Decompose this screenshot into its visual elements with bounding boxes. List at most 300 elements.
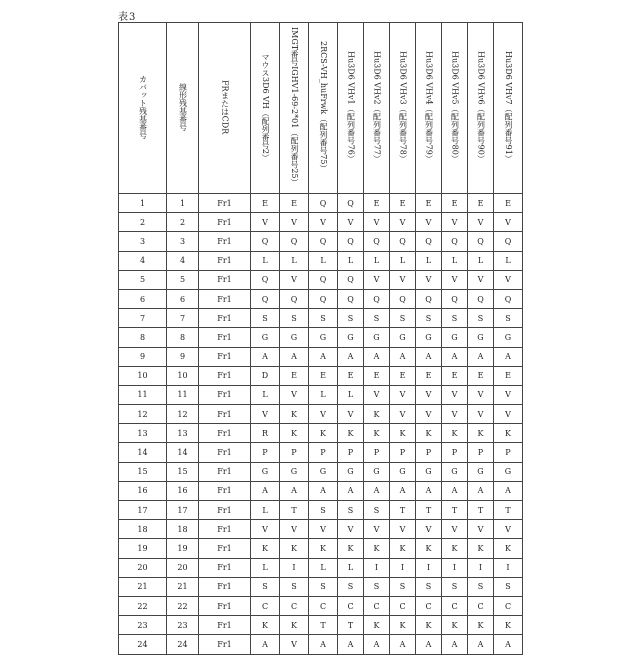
table-cell: V — [280, 213, 309, 232]
table-cell: G — [468, 462, 494, 481]
table-cell: E — [468, 194, 494, 213]
header-vhv4: Hu3D6 VHv4（配列番号79） — [416, 23, 442, 194]
table-cell: E — [309, 366, 338, 385]
table-row — [119, 194, 523, 213]
table-cell: K — [468, 424, 494, 443]
table-cell: E — [416, 366, 442, 385]
table-cell: V — [494, 385, 523, 404]
table-cell: A — [416, 481, 442, 500]
table-cell: E — [468, 366, 494, 385]
table-row — [119, 462, 523, 481]
table-cell: K — [251, 539, 280, 558]
table-cell: P — [416, 443, 442, 462]
table-cell: K — [416, 616, 442, 635]
table-cell: P — [251, 443, 280, 462]
table-cell: K — [442, 424, 468, 443]
table-cell: C — [416, 596, 442, 615]
table-cell: A — [416, 347, 442, 366]
table-cell: A — [416, 635, 442, 654]
header-row — [119, 23, 523, 194]
table-cell: A — [280, 347, 309, 366]
table-cell: C — [494, 596, 523, 615]
table-cell: Fr1 — [199, 635, 251, 654]
table-cell: S — [280, 577, 309, 596]
table-cell: A — [251, 635, 280, 654]
table-cell: Q — [390, 232, 416, 251]
table-cell: V — [338, 405, 364, 424]
table-cell: A — [390, 635, 416, 654]
table-cell: V — [280, 635, 309, 654]
table-cell: Fr1 — [199, 424, 251, 443]
header-kabat: カバット残基番号 — [119, 23, 167, 194]
table-cell: 9 — [167, 347, 199, 366]
table-cell: K — [364, 405, 390, 424]
table-cell: L — [338, 558, 364, 577]
table-cell: E — [494, 366, 523, 385]
table-cell: S — [390, 577, 416, 596]
table-cell: K — [468, 616, 494, 635]
table-cell: D — [251, 366, 280, 385]
header-fr-cdr: FRまたはCDR — [199, 23, 251, 194]
table-row — [119, 405, 523, 424]
table-cell: 12 — [167, 405, 199, 424]
table-cell: P — [390, 443, 416, 462]
table-cell: S — [494, 577, 523, 596]
table-cell: K — [280, 405, 309, 424]
table-cell: Fr1 — [199, 577, 251, 596]
table-cell: C — [390, 596, 416, 615]
table-cell: T — [390, 501, 416, 520]
table-cell: G — [309, 462, 338, 481]
table-cell: P — [494, 443, 523, 462]
header-vhv7: Hu3D6 VHv7（配列番号91） — [494, 23, 523, 194]
table-cell: C — [364, 596, 390, 615]
table-cell: C — [442, 596, 468, 615]
table-cell: Fr1 — [199, 616, 251, 635]
table-cell: K — [251, 616, 280, 635]
table-cell: A — [364, 481, 390, 500]
table-cell: L — [309, 385, 338, 404]
table-cell: T — [309, 616, 338, 635]
table-cell: K — [442, 616, 468, 635]
table-cell: 2 — [167, 213, 199, 232]
table-cell: L — [338, 251, 364, 270]
table-cell: Q — [494, 232, 523, 251]
table-cell: 19 — [119, 539, 167, 558]
table-cell: Fr1 — [199, 194, 251, 213]
table-cell: Fr1 — [199, 309, 251, 328]
table-cell: I — [442, 558, 468, 577]
header-imgt: IMGT番号IGHV1-69-2*01（配列番号25） — [280, 23, 309, 194]
table-cell: E — [338, 366, 364, 385]
table-cell: 2 — [119, 213, 167, 232]
table-cell: S — [338, 577, 364, 596]
table-cell: V — [364, 385, 390, 404]
table-cell: A — [251, 481, 280, 500]
table-cell: 10 — [167, 366, 199, 385]
table-cell: 1 — [119, 194, 167, 213]
table-cell: I — [390, 558, 416, 577]
table-cell: I — [468, 558, 494, 577]
table-cell: Q — [468, 232, 494, 251]
table-cell: Q — [338, 270, 364, 289]
table-cell: V — [280, 270, 309, 289]
table-cell: E — [390, 366, 416, 385]
table-cell: K — [390, 616, 416, 635]
table-row — [119, 385, 523, 404]
table-cell: G — [416, 328, 442, 347]
table-cell: V — [442, 405, 468, 424]
table-cell: A — [338, 347, 364, 366]
table-cell: K — [416, 424, 442, 443]
table-cell: S — [251, 577, 280, 596]
table-cell: G — [416, 462, 442, 481]
table-cell: K — [338, 539, 364, 558]
table-cell: A — [338, 635, 364, 654]
table-cell: 18 — [167, 520, 199, 539]
table-cell: Q — [309, 232, 338, 251]
table-cell: K — [364, 539, 390, 558]
table-cell: Q — [338, 232, 364, 251]
table-cell: Q — [280, 232, 309, 251]
table-cell: Fr1 — [199, 385, 251, 404]
table-row — [119, 596, 523, 615]
table-cell: 20 — [167, 558, 199, 577]
table-cell: 22 — [119, 596, 167, 615]
table-row — [119, 443, 523, 462]
table-cell: 11 — [119, 385, 167, 404]
table-cell: Q — [309, 289, 338, 308]
table-cell: Q — [442, 232, 468, 251]
table-cell: S — [468, 309, 494, 328]
table-cell: Q — [280, 289, 309, 308]
table-cell: Q — [468, 289, 494, 308]
table-cell: T — [416, 501, 442, 520]
table-cell: E — [416, 194, 442, 213]
table-cell: T — [468, 501, 494, 520]
table-cell: R — [251, 424, 280, 443]
table-cell: V — [309, 405, 338, 424]
table-cell: V — [494, 405, 523, 424]
table-cell: S — [416, 309, 442, 328]
header-vhv5: Hu3D6 VHv5（配列番号80） — [442, 23, 468, 194]
table-cell: K — [280, 616, 309, 635]
table-cell: C — [280, 596, 309, 615]
table-cell: 21 — [167, 577, 199, 596]
table-row — [119, 347, 523, 366]
table-cell: 20 — [119, 558, 167, 577]
table-cell: L — [251, 501, 280, 520]
table-row — [119, 328, 523, 347]
table-cell: 24 — [119, 635, 167, 654]
table-cell: V — [364, 213, 390, 232]
table-cell: Fr1 — [199, 270, 251, 289]
table-cell: V — [468, 520, 494, 539]
table-cell: K — [280, 539, 309, 558]
table-cell: L — [309, 251, 338, 270]
table-row — [119, 309, 523, 328]
table-cell: 21 — [119, 577, 167, 596]
table-cell: A — [468, 635, 494, 654]
table-cell: Q — [494, 289, 523, 308]
table-cell: V — [390, 270, 416, 289]
table-cell: K — [364, 424, 390, 443]
table-cell: V — [309, 213, 338, 232]
table-cell: S — [442, 577, 468, 596]
table-cell: A — [442, 481, 468, 500]
table-cell: V — [338, 213, 364, 232]
table-cell: K — [364, 616, 390, 635]
table-cell: 22 — [167, 596, 199, 615]
table-cell: L — [390, 251, 416, 270]
table-cell: K — [416, 539, 442, 558]
table-cell: Fr1 — [199, 347, 251, 366]
table-row — [119, 270, 523, 289]
table-row — [119, 616, 523, 635]
table-cell: S — [280, 309, 309, 328]
table-cell: 8 — [119, 328, 167, 347]
table-cell: Q — [364, 289, 390, 308]
table-cell: S — [364, 501, 390, 520]
table-cell: Q — [390, 289, 416, 308]
table-cell: L — [338, 385, 364, 404]
table-cell: S — [309, 577, 338, 596]
table-cell: P — [468, 443, 494, 462]
table-cell: V — [494, 213, 523, 232]
table-cell: Fr1 — [199, 443, 251, 462]
table-cell: L — [280, 251, 309, 270]
table-cell: 6 — [167, 289, 199, 308]
table-cell: V — [468, 270, 494, 289]
table-cell: 15 — [167, 462, 199, 481]
header-vhv3: Hu3D6 VHv3（配列番号78） — [390, 23, 416, 194]
table-row — [119, 635, 523, 654]
sequence-table — [118, 22, 523, 655]
table-cell: G — [442, 328, 468, 347]
table-cell: 4 — [119, 251, 167, 270]
table-cell: 17 — [119, 501, 167, 520]
table-cell: G — [280, 462, 309, 481]
table-cell: Fr1 — [199, 558, 251, 577]
table-cell: K — [390, 424, 416, 443]
table-cell: G — [280, 328, 309, 347]
table-row — [119, 539, 523, 558]
table-cell: S — [338, 501, 364, 520]
table-cell: 4 — [167, 251, 199, 270]
table-cell: 9 — [119, 347, 167, 366]
table-cell: Q — [251, 232, 280, 251]
table-cell: I — [364, 558, 390, 577]
table-cell: K — [338, 424, 364, 443]
table-cell: 1 — [167, 194, 199, 213]
table-cell: Q — [309, 194, 338, 213]
table-cell: E — [442, 194, 468, 213]
table-cell: Q — [364, 232, 390, 251]
table-row — [119, 289, 523, 308]
table-cell: Fr1 — [199, 328, 251, 347]
table-cell: T — [338, 616, 364, 635]
table-cell: 13 — [119, 424, 167, 443]
table-cell: Q — [251, 270, 280, 289]
table-cell: A — [280, 481, 309, 500]
table-cell: G — [494, 462, 523, 481]
table-cell: Q — [309, 270, 338, 289]
table-cell: G — [390, 462, 416, 481]
table-cell: V — [280, 520, 309, 539]
table-cell: Q — [251, 289, 280, 308]
table-row — [119, 520, 523, 539]
table-cell: K — [309, 424, 338, 443]
table-cell: C — [251, 596, 280, 615]
table-cell: L — [251, 385, 280, 404]
table-cell: Q — [338, 194, 364, 213]
table-cell: G — [251, 462, 280, 481]
table-cell: K — [494, 424, 523, 443]
table-cell: 23 — [167, 616, 199, 635]
table-cell: Q — [416, 289, 442, 308]
table-cell: V — [251, 405, 280, 424]
table-cell: 12 — [119, 405, 167, 424]
table-row — [119, 501, 523, 520]
table-cell: V — [364, 270, 390, 289]
table-cell: L — [251, 251, 280, 270]
table-cell: S — [364, 577, 390, 596]
table-cell: K — [309, 539, 338, 558]
table-cell: 18 — [119, 520, 167, 539]
table-cell: V — [416, 213, 442, 232]
table-cell: A — [364, 635, 390, 654]
table-cell: A — [468, 347, 494, 366]
table-cell: Fr1 — [199, 232, 251, 251]
table-cell: I — [494, 558, 523, 577]
table-cell: 6 — [119, 289, 167, 308]
table-row — [119, 232, 523, 251]
table-cell: A — [468, 481, 494, 500]
table-cell: A — [442, 347, 468, 366]
table-cell: 7 — [119, 309, 167, 328]
table-cell: V — [390, 520, 416, 539]
table-cell: V — [364, 520, 390, 539]
table-cell: E — [280, 194, 309, 213]
table-cell: A — [494, 347, 523, 366]
table-cell: Q — [338, 289, 364, 308]
table-cell: L — [468, 251, 494, 270]
table-cell: C — [338, 596, 364, 615]
table-cell: S — [494, 309, 523, 328]
table-cell: E — [280, 366, 309, 385]
table-cell: G — [364, 328, 390, 347]
table-cell: 7 — [167, 309, 199, 328]
table-cell: K — [468, 539, 494, 558]
table-cell: T — [280, 501, 309, 520]
table-cell: V — [416, 385, 442, 404]
table-cell: V — [251, 520, 280, 539]
table-row — [119, 481, 523, 500]
table-cell: Q — [442, 289, 468, 308]
table-cell: 16 — [167, 481, 199, 500]
table-cell: A — [390, 481, 416, 500]
table-row — [119, 424, 523, 443]
table-cell: 13 — [167, 424, 199, 443]
table-cell: G — [338, 462, 364, 481]
table-cell: Fr1 — [199, 405, 251, 424]
header-vhv1: Hu3D6 VHv1（配列番号76） — [338, 23, 364, 194]
table-cell: V — [416, 405, 442, 424]
table-cell: 16 — [119, 481, 167, 500]
table-cell: E — [364, 194, 390, 213]
table-body — [119, 194, 523, 655]
table-row — [119, 251, 523, 270]
table-cell: L — [494, 251, 523, 270]
table-cell: L — [309, 558, 338, 577]
table-cell: A — [309, 635, 338, 654]
table-cell: G — [390, 328, 416, 347]
table-cell: V — [468, 385, 494, 404]
table-cell: V — [338, 520, 364, 539]
table-cell: K — [390, 539, 416, 558]
table-cell: 11 — [167, 385, 199, 404]
table-cell: 24 — [167, 635, 199, 654]
table-cell: A — [494, 635, 523, 654]
table-row — [119, 366, 523, 385]
table-row — [119, 558, 523, 577]
table-label: 表3 — [118, 8, 136, 23]
table-cell: V — [468, 213, 494, 232]
header-vhv2: Hu3D6 VHv2（配列番号77） — [364, 23, 390, 194]
table-cell: V — [494, 270, 523, 289]
table-cell: S — [338, 309, 364, 328]
table-cell: E — [251, 194, 280, 213]
header-2rcs: 2RCS-VH_huFrwk（配列番号75） — [309, 23, 338, 194]
table-cell: S — [309, 309, 338, 328]
table-cell: E — [442, 366, 468, 385]
table-cell: Fr1 — [199, 251, 251, 270]
table-cell: Fr1 — [199, 481, 251, 500]
table-cell: A — [309, 481, 338, 500]
table-cell: C — [468, 596, 494, 615]
table-cell: V — [390, 213, 416, 232]
table-cell: 19 — [167, 539, 199, 558]
table-cell: P — [364, 443, 390, 462]
table-cell: P — [280, 443, 309, 462]
table-cell: A — [442, 635, 468, 654]
table-cell: E — [390, 194, 416, 213]
table-cell: Fr1 — [199, 213, 251, 232]
table-cell: V — [442, 385, 468, 404]
table-cell: G — [468, 328, 494, 347]
table-cell: G — [494, 328, 523, 347]
table-cell: V — [416, 270, 442, 289]
table-cell: A — [494, 481, 523, 500]
table-cell: K — [494, 539, 523, 558]
table-cell: S — [468, 577, 494, 596]
table-cell: Fr1 — [199, 366, 251, 385]
table-cell: C — [309, 596, 338, 615]
table-cell: V — [416, 520, 442, 539]
table-cell: E — [364, 366, 390, 385]
table-cell: S — [416, 577, 442, 596]
table-cell: K — [442, 539, 468, 558]
table-cell: 14 — [167, 443, 199, 462]
table-cell: V — [251, 213, 280, 232]
table-cell: Fr1 — [199, 501, 251, 520]
table-cell: A — [338, 481, 364, 500]
table-cell: 14 — [119, 443, 167, 462]
table-cell: G — [251, 328, 280, 347]
table-cell: A — [251, 347, 280, 366]
table-cell: G — [442, 462, 468, 481]
table-cell: 3 — [167, 232, 199, 251]
